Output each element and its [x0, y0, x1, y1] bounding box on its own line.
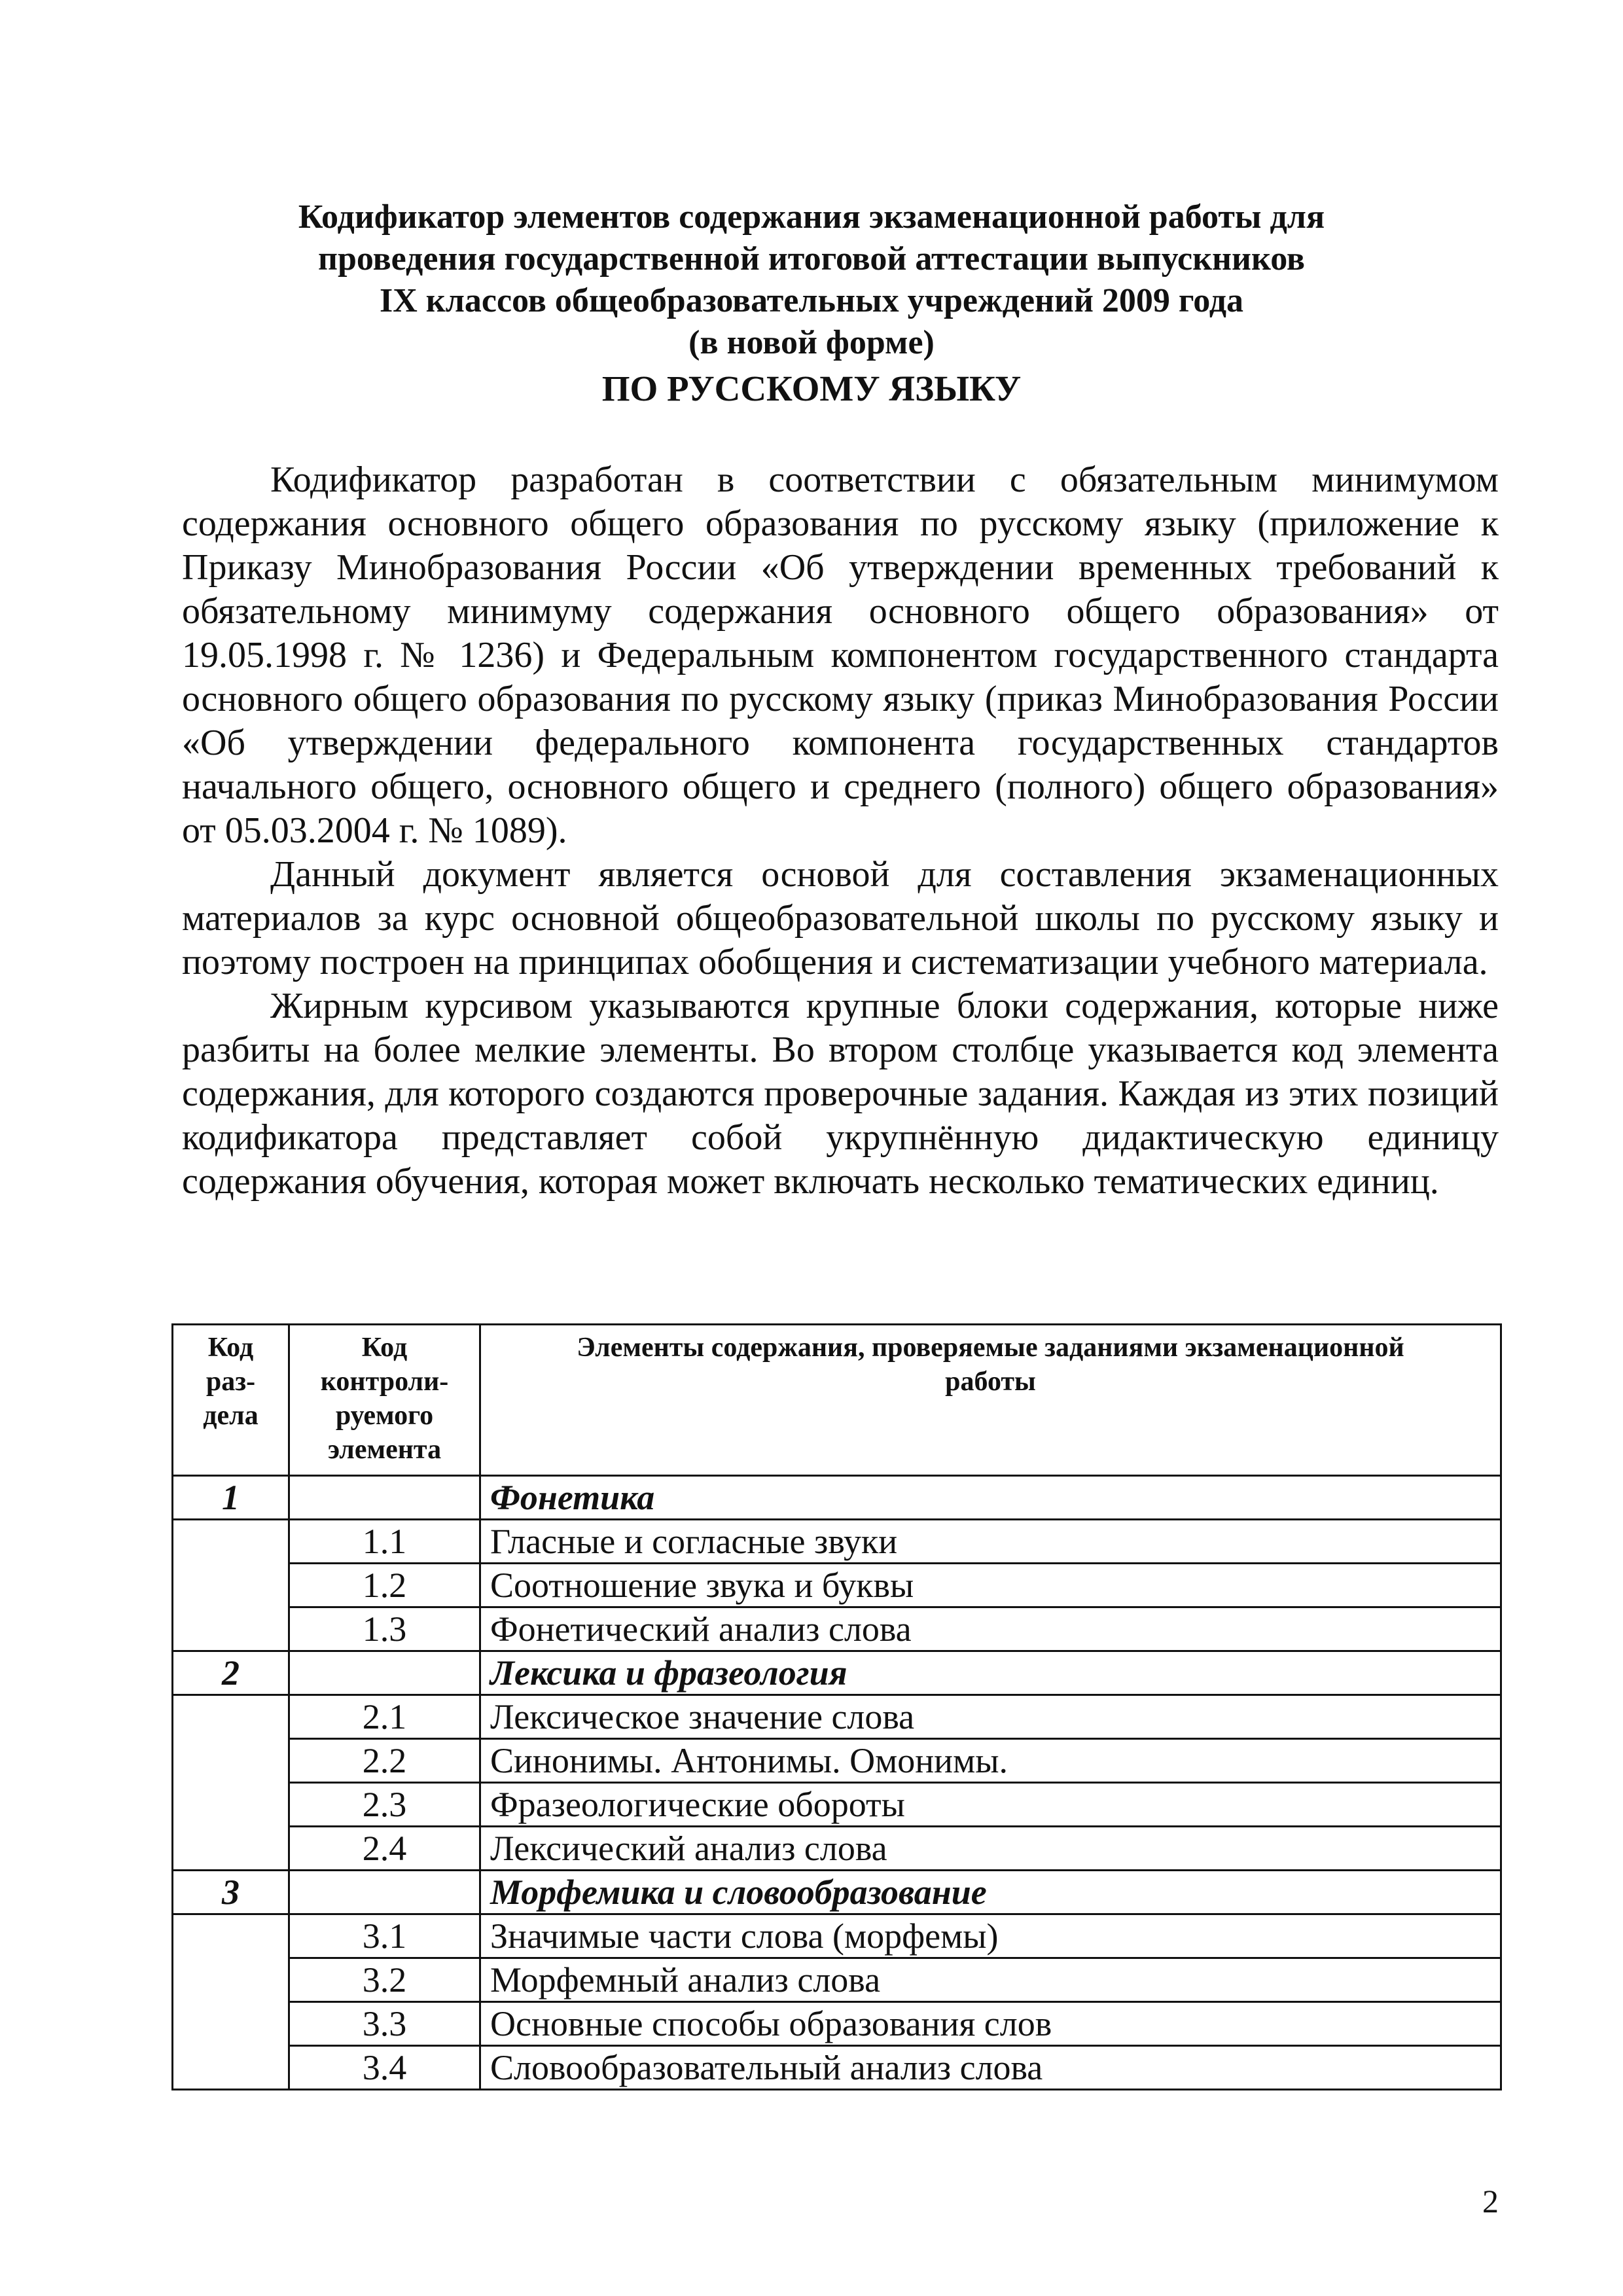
empty-cell: [289, 1651, 480, 1695]
element-text: Лексическое значение слова: [480, 1695, 1501, 1739]
section-title: Лексика и фразеология: [480, 1651, 1501, 1695]
empty-cell: [289, 1476, 480, 1520]
title-line: Кодификатор элементов содержания экзаменационной работы для: [298, 198, 1325, 236]
intro-text: [182, 458, 1499, 1204]
empty-cell: [173, 1914, 289, 2090]
header-text: элемента: [327, 1435, 442, 1465]
table-row: [173, 1914, 1501, 1958]
element-text: Значимые части слова (морфемы): [480, 1914, 1501, 1958]
header-text: Код: [361, 1333, 408, 1363]
empty-cell: [173, 1695, 289, 1871]
header-content: [480, 1325, 1501, 1476]
header-text: Код: [207, 1333, 254, 1363]
table-row: [173, 2002, 1501, 2046]
header-section-code: [173, 1325, 289, 1476]
header-text: работы: [945, 1367, 1036, 1397]
element-code: 3.3: [289, 2002, 480, 2046]
paragraph: Кодификатор разработан в соответствии с обязательным минимумом содержания основного общего образования по русскому языку (приложение к Приказу Минобразования России «Об утверждении временных требований к обязательному минимуму содержания основного общего образования» от 19.05.1998 г. № 1236) и Федеральным компонентом государственного стандарта основного общего образования по русскому языку (приказ Минобразования России «Об утверждении федерального компонента государственных стандартов начального общего, основного общего и среднего (полного) общего образования» от 05.03.2004 г. № 1089).: [182, 459, 1499, 851]
element-text: Основные способы образования слов: [480, 2002, 1501, 2046]
element-text: Фонетический анализ слова: [480, 1607, 1501, 1651]
page-number: 2: [1482, 2183, 1499, 2219]
title-subject: ПО РУССКОМУ ЯЗЫКУ: [601, 368, 1022, 408]
header-element-code: [289, 1325, 480, 1476]
element-code: 1.2: [289, 1564, 480, 1607]
header-text: дела: [203, 1401, 259, 1431]
element-code: 2.3: [289, 1783, 480, 1827]
section-row: [173, 1871, 1501, 1914]
table-row: [173, 1564, 1501, 1607]
table-row: [173, 1695, 1501, 1739]
element-text: Соотношение звука и буквы: [480, 1564, 1501, 1607]
section-code: 2: [173, 1651, 289, 1695]
section-row: [173, 1476, 1501, 1520]
empty-cell: [289, 1871, 480, 1914]
element-text: Синонимы. Антонимы. Омонимы.: [480, 1739, 1501, 1783]
section-title: Морфемика и словообразование: [480, 1871, 1501, 1914]
paragraph: Жирным курсивом указываются крупные блоки содержания, которые ниже разбиты на более мелкие элементы. Во втором столбце указывается код элемента содержания, для которого создаются проверочные задания. Каждая из этих позиций кодификатора представляет собой укрупнённую дидактическую единицу содержания обучения, которая может включать несколько тематических единиц.: [182, 986, 1499, 1202]
element-code: 3.4: [289, 2046, 480, 2090]
element-text: Словообразовательный анализ слова: [480, 2046, 1501, 2090]
header-text: раз-: [205, 1367, 256, 1397]
element-code: 3.2: [289, 1958, 480, 2002]
element-text: Фразеологические обороты: [480, 1783, 1501, 1827]
paragraph: Данный документ является основой для составления экзаменационных материалов за курс основной общеобразовательной школы по русскому языку и поэтому построен на принципах обобщения и систематизации учебного материала.: [182, 854, 1499, 982]
element-code: 2.4: [289, 1827, 480, 1871]
header-text: руемого: [335, 1401, 434, 1431]
table-row: [173, 1958, 1501, 2002]
table-row: [173, 1520, 1501, 1564]
element-code: 1.1: [289, 1520, 480, 1564]
table-row: [173, 2046, 1501, 2090]
element-code: 1.3: [289, 1607, 480, 1651]
title-line: (в новой форме): [688, 324, 935, 361]
header-text: контроли-: [320, 1367, 449, 1397]
title-line: проведения государственной итоговой аттестации выпускников: [317, 240, 1306, 278]
element-text: Морфемный анализ слова: [480, 1958, 1501, 2002]
table-row: [173, 1827, 1501, 1871]
header-text: Элементы содержания, проверяемые заданиями экзаменационной: [577, 1333, 1404, 1363]
section-title: Фонетика: [480, 1476, 1501, 1520]
table-header-row: [173, 1325, 1501, 1476]
section-row: [173, 1651, 1501, 1695]
table-row: [173, 1783, 1501, 1827]
table-row: [173, 1739, 1501, 1783]
title-line: IX классов общеобразовательных учреждений 2009 года: [379, 282, 1244, 319]
codifier-table: [171, 1323, 1502, 2090]
element-text: Гласные и согласные звуки: [480, 1520, 1501, 1564]
element-code: 2.2: [289, 1739, 480, 1783]
empty-cell: [173, 1520, 289, 1651]
table-row: [173, 1607, 1501, 1651]
element-code: 3.1: [289, 1914, 480, 1958]
section-code: 1: [173, 1476, 289, 1520]
document-title: [0, 196, 1623, 410]
element-code: 2.1: [289, 1695, 480, 1739]
section-code: 3: [173, 1871, 289, 1914]
element-text: Лексический анализ слова: [480, 1827, 1501, 1871]
